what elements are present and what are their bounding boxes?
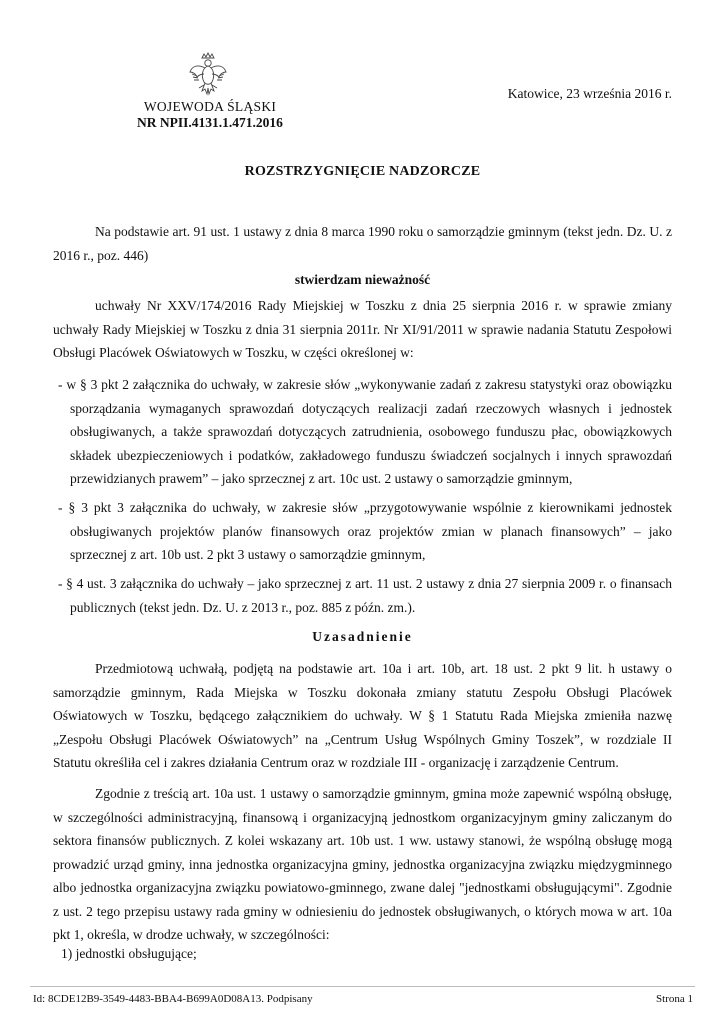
document-id: Id: 8CDE12B9-3549-4483-BBA4-B699A0D08A13. Podpisany [33, 993, 313, 1005]
page-number: Strona 1 [656, 993, 693, 1005]
decision-paragraph: uchwały Nr XXV/174/2016 Rady Miejskiej w Toszku z dnia 25 sierpnia 2016 r. w sprawie zmiany uchwały Rady Miejskiej w Toszku z dnia 31 sierpnia 2011r. Nr XI/91/2011 w sprawie nadania Statutu Zespołowi Obsługi Placówek Oświatowych w Toszku, w części określonej w: [53, 298, 672, 360]
decision-heading: stwierdzam nieważność [294, 272, 431, 287]
footer-divider [30, 986, 695, 987]
issuing-authority [110, 99, 310, 131]
sub-list-item: 1) jednostki obsługujące; [61, 946, 197, 961]
document-title: ROZSTRZYGNIĘCIE NADZORCZE [244, 164, 481, 179]
office-name: WOJEWODA ŚLĄSKI [143, 99, 277, 114]
justification-paragraph: Przedmiotową uchwałą, podjętą na podstawie art. 10a i art. 10b, art. 18 ust. 2 pkt 9 lit. h ustawy o samorządzie gminnym, Rada Miejska w Toszku dokonała zmiany statutu Zespołu Obsługi Placówek Oświatowych w Toszku, będącego załącznikiem do uchwały. W § 1 Statutu Rada Miejska zmieniła nazwę „Zespołu Obsługi Placówek Oświatowych” na „Centrum Usług Wspólnych Gminy Toszek”, w rozdziale II Statutu określiła cel i zakres działania Centrum oraz w rozdziale III - organizację i zarządzenie Centrum. [53, 661, 672, 770]
justification-heading: Uzasadnienie [312, 629, 413, 644]
list-item: - w § 3 pkt 2 załącznika do uchwały, w zakresie słów „wykonywanie zadań z zakresu statystyki oraz obowiązku sporządzania wymaganych sprawozdań dotyczących realizacji zadań rzeczowych własnych i jednostek obsługiwanych, a także sprawozdań dotyczących zatrudnienia, osobowego funduszu płac, obowiązkowych składek ubezpieczeniowych i podatków, zakładowego funduszu świadczeń socjalnych i innych sprawozdań przewidzianych prawem” – jako sprzecznej z art. 10c ust. 2 ustawy o samorządzie gminnym, [58, 377, 672, 486]
justification-paragraph: Zgodnie z treścią art. 10a ust. 1 ustawy o samorządzie gminnym, gmina może zapewnić wspólną obsługę, w szczególności administracyjną, finansową i organizacyjną jednostkom organizacyjnym gminy zaliczanym do sektora finansów publicznych. Z kolei wskazany art. 10b ust. 1 ww. ustawy stanowi, że wspólną obsługę mogą prowadzić urząd gminy, inna jednostka organizacyjna gminy, jednostka organizacyjna związku międzygminnego albo jednostka organizacyjna związku powiatowo-gminnego, zwane dalej "jednostkami obsługującymi". Zgodnie z ust. 2 tego przepisu ustawy rada gminy w odniesieniu do jednostek obsługiwanych, o których mowa w art. 10a pkt 1, określa, w drodze uchwały, w szczególności: [53, 786, 672, 942]
place-and-date: Katowice, 23 września 2016 r. [507, 86, 672, 101]
list-item: - § 3 pkt 3 załącznika do uchwały, w zakresie słów „przygotowywanie wspólnie z kierownikami jednostek obsługiwanych projektów planów finansowych oraz projektów zmian w planach finansowych” – jako sprzecznej z art. 10b ust. 2 pkt 3 ustawy o samorządzie gminnym, [58, 500, 672, 562]
reference-number: NR NPII.4131.1.471.2016 [137, 115, 283, 130]
list-item: - § 4 ust. 3 załącznika do uchwały – jako sprzecznej z art. 11 ust. 2 ustawy z dnia 27 sierpnia 2009 r. o finansach publicznych (tekst jedn. Dz. U. z 2013 r., poz. 885 z późn. zm.). [58, 576, 672, 615]
polish-eagle-icon [188, 52, 228, 98]
legal-basis-paragraph: Na podstawie art. 91 ust. 1 ustawy z dnia 8 marca 1990 roku o samorządzie gminnym (tekst jedn. Dz. U. z 2016 r., poz. 446) [53, 224, 672, 263]
